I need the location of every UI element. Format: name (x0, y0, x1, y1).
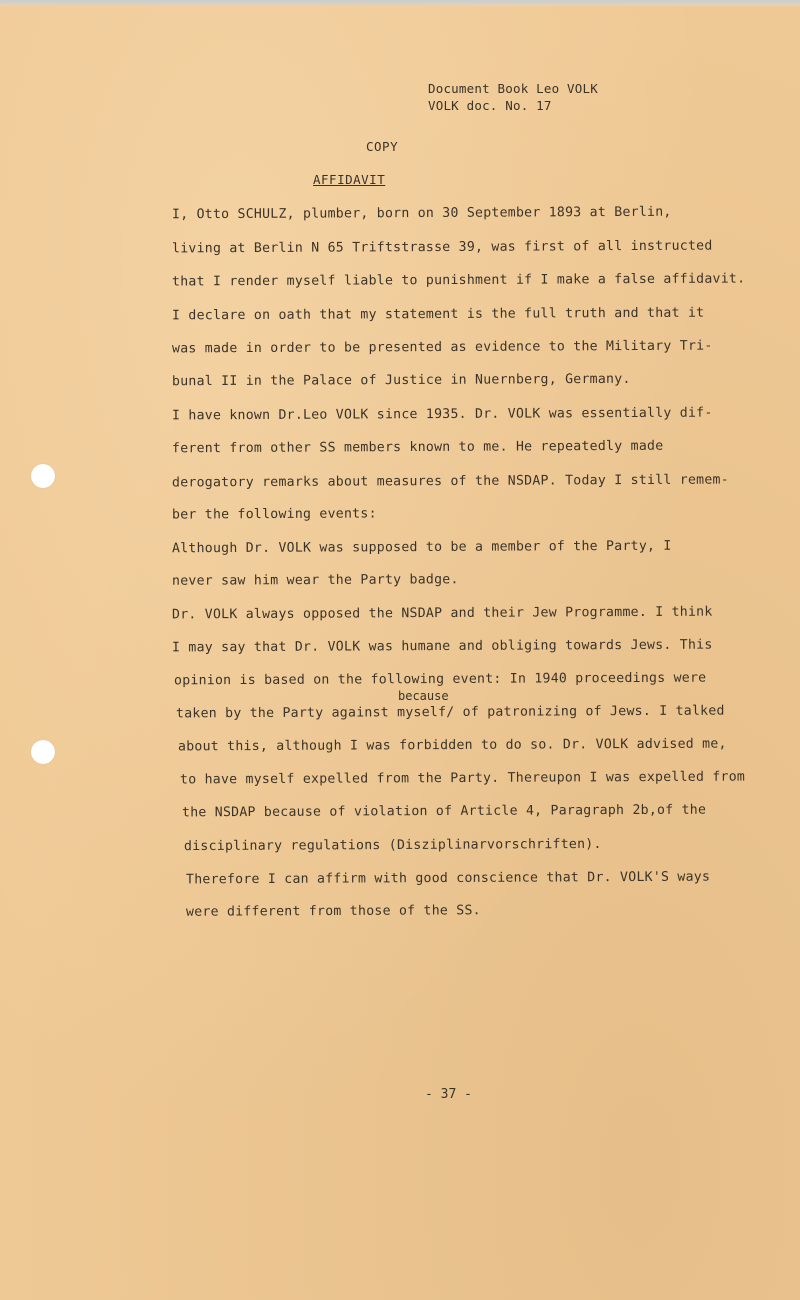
body-line-20: disciplinary regulations (Disziplinarvorschriften). (183, 836, 602, 855)
body-line-22: were different from those of the SS. (185, 903, 481, 920)
body-line-5: was made in order to be presented as evidence to the Military Tri- (171, 338, 713, 357)
punch-hole (31, 740, 55, 764)
body-line-17: about this, although I was forbidden to do so. Dr. VOLK advised me, (177, 736, 727, 755)
body-line-11: Although Dr. VOLK was supposed to be a member of the Party, I (171, 538, 672, 557)
body-line-9: derogatory remarks about measures of the NSDAP. Today I still remem- (171, 472, 729, 491)
body-line-16: taken by the Party against myself/ of patronizing of Jews. I talked (175, 703, 725, 722)
body-line-3: that I render myself liable to punishment if I make a false affidavit. (171, 271, 746, 290)
body-line-4: I declare on oath that my statement is the full truth and that it (171, 305, 705, 324)
page-top-edge (0, 0, 800, 6)
interlinear-insert: because (398, 689, 449, 703)
body-line-21: Therefore I can affirm with good conscience that Dr. VOLK'S ways (185, 869, 711, 888)
copy-label: COPY (366, 139, 399, 154)
header-line-2: VOLK doc. No. 17 (428, 98, 552, 113)
header-line-1: Document Book Leo VOLK (428, 81, 598, 96)
affidavit-title: AFFIDAVIT (313, 172, 386, 187)
body-line-8: ferent from other SS members known to me. He repeatedly made (171, 438, 664, 457)
body-line-13: Dr. VOLK always opposed the NSDAP and their Jew Programme. I think (171, 604, 713, 623)
body-line-6: bunal II in the Palace of Justice in Nuernberg, Germany. (171, 371, 631, 390)
punch-hole (31, 464, 55, 488)
body-line-7: I have known Dr.Leo VOLK since 1935. Dr. VOLK was essentially dif- (171, 405, 713, 424)
body-line-2: living at Berlin N 65 Triftstrasse 39, was first of all instructed (171, 238, 713, 257)
body-line-10: ber the following events: (171, 506, 377, 523)
body-line-14: I may say that Dr. VOLK was humane and obliging towards Jews. This (171, 637, 713, 656)
body-line-1: I, Otto SCHULZ, plumber, born on 30 September 1893 at Berlin, (171, 204, 672, 223)
body-line-12: never saw him wear the Party badge. (171, 572, 459, 589)
body-line-19: the NSDAP because of violation of Article 4, Paragraph 2b,of the (181, 802, 707, 821)
page-number: - 37 - (425, 1087, 472, 1102)
body-line-18: to have myself expelled from the Party. Thereupon I was expelled from (179, 769, 746, 788)
document-header (428, 80, 598, 114)
body-line-15: opinion is based on the following event: In 1940 proceedings were (173, 670, 707, 689)
